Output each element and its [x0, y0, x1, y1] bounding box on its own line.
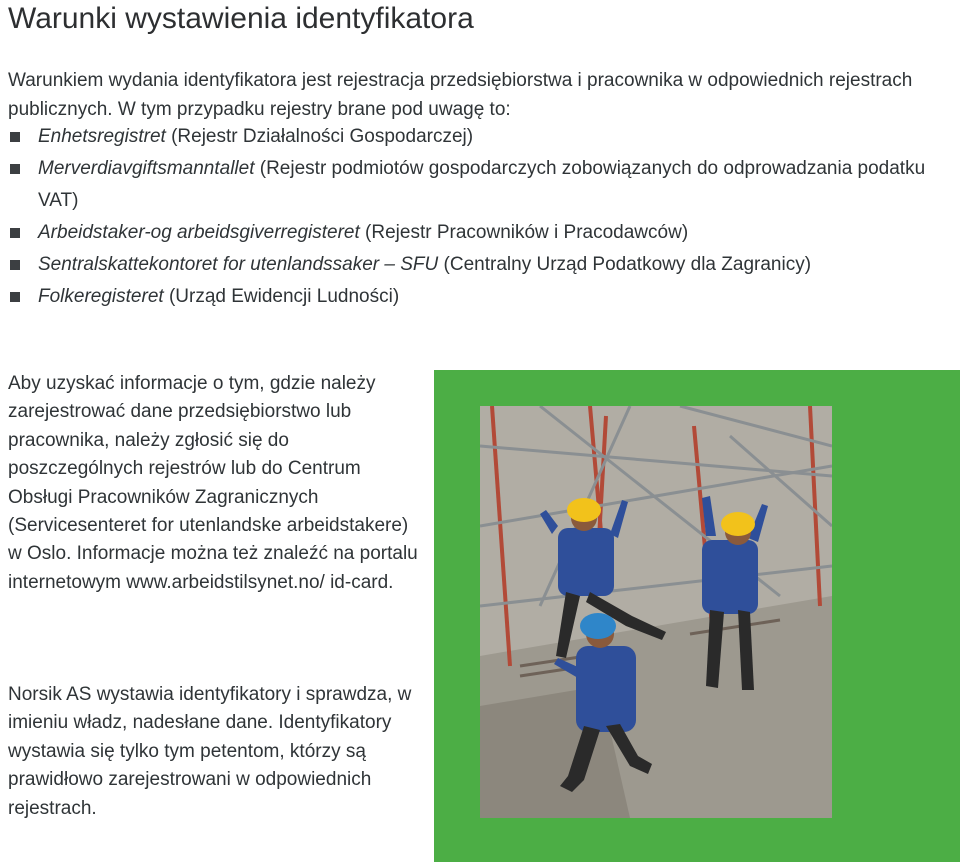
list-item [8, 153, 948, 217]
register-name: Sentralskattekontoret for utenlandssaker – SFU [38, 254, 439, 275]
norsik-paragraph: Norsik AS wystawia identyfikatory i sprawdza, w imieniu władz, nadesłane dane. Identyfikatory wystawia się tylko tym petentom, którzy są prawidłowo zarejestrowani w odpowiednich rejestrach. [8, 684, 412, 819]
register-name: Enhetsregistret [38, 126, 166, 147]
register-name: Arbeidstaker-og arbeidsgiverregisteret [38, 222, 360, 243]
workers-illustration [480, 406, 832, 818]
square-bullet-icon [10, 164, 20, 174]
register-description: (Rejestr Pracowników i Pracodawców) [359, 222, 689, 243]
list-item [8, 249, 948, 281]
register-description: (Urząd Ewidencji Ludności) [163, 286, 400, 307]
register-name: Folkeregisteret [38, 286, 164, 307]
register-description: (Centralny Urząd Podatkowy dla Zagranicy) [438, 254, 812, 275]
info-paragraph: Aby uzyskać informacje o tym, gdzie należy zarejestrować dane przedsiębiorstwo lub pracownika, należy zgłosić się do poszczególnych rejestrów lub do Centrum Obsługi Pracowników Zagranicznych (Servicesenteret for utenlandske arbeidstakere) w Oslo. Informacje można też znaleźć na portalu internetowym www.arbeidstilsynet.no/ id-card. [8, 373, 418, 593]
register-name: Merverdiavgiftsmanntallet [38, 158, 255, 179]
register-list [8, 121, 948, 313]
intro-paragraph: Warunkiem wydania identyfikatora jest rejestracja przedsiębiorstwa i pracownika w odpowiednich rejestrach publicznych. W tym przypadku rejestry brane pod uwagę to: [8, 70, 913, 120]
square-bullet-icon [10, 228, 20, 238]
list-item [8, 281, 948, 313]
list-item [8, 121, 948, 153]
square-bullet-icon [10, 260, 20, 270]
square-bullet-icon [10, 292, 20, 302]
page-title: Warunki wystawienia identyfikatora [8, 2, 474, 35]
square-bullet-icon [10, 132, 20, 142]
list-item [8, 217, 948, 249]
register-description: (Rejestr Działalności Gospodarczej) [165, 126, 474, 147]
register-description: (Rejestr podmiotów gospodarczych zobowiązanych do odprowadzania podatku VAT) [38, 158, 926, 211]
photo-frame [434, 370, 960, 862]
construction-workers-photo [480, 406, 832, 818]
